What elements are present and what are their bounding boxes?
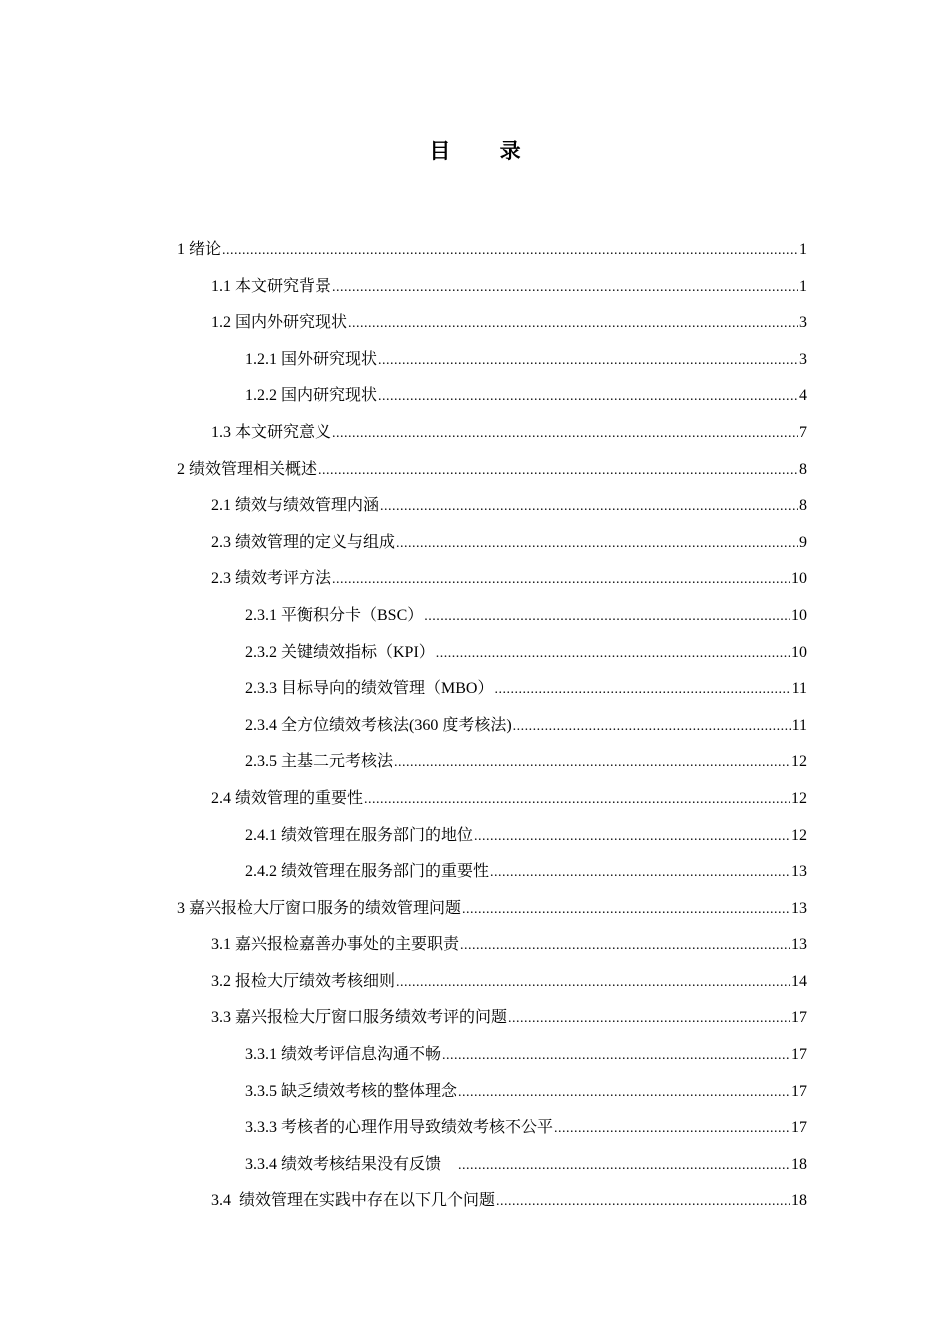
- toc-entry-text: 2.4 绩效管理的重要性: [211, 789, 364, 807]
- toc-entry-text: 2 绩效管理相关概述: [177, 460, 318, 478]
- toc-dot-leader: [460, 936, 790, 956]
- toc-dot-leader: [332, 424, 798, 444]
- toc-dot-leader: [348, 314, 798, 334]
- toc-dot-leader: [496, 1192, 790, 1212]
- toc-page-number: 11: [791, 680, 807, 698]
- toc-entry-text: 1.1 本文研究背景: [211, 277, 332, 295]
- toc-entry[interactable]: [0, 1183, 950, 1220]
- toc-entry-text: 2.3.2 关键绩效指标（KPI）: [245, 643, 435, 661]
- toc-dot-leader: [462, 900, 790, 920]
- toc-page-number: 11: [791, 716, 807, 734]
- toc-page-number: 18: [791, 1192, 807, 1210]
- toc-dot-leader: [508, 1009, 790, 1029]
- toc-page-number: 13: [791, 899, 807, 917]
- toc-entry[interactable]: [0, 488, 950, 525]
- toc-page-number: 12: [791, 789, 807, 807]
- toc-entry-text: 3.2 报检大厅绩效考核细则: [211, 972, 396, 990]
- toc-page-number: 14: [791, 972, 807, 990]
- toc-dot-leader: [364, 790, 790, 810]
- toc-entry-text: 2.3.5 主基二元考核法: [245, 753, 394, 771]
- toc-page-number: 3: [799, 314, 807, 332]
- toc-dot-leader: [458, 1156, 790, 1176]
- toc-entry-text: 1 绪论: [177, 241, 222, 258]
- toc-entry-text: 2.3.3 目标导向的绩效管理（MBO）: [245, 680, 494, 698]
- toc-page-number: 7: [799, 423, 807, 441]
- toc-list: [0, 232, 950, 1220]
- toc-entry[interactable]: [0, 1074, 950, 1111]
- toc-dot-leader: [554, 1119, 790, 1139]
- toc-entry-text: 3.3.5 缺乏绩效考核的整体理念: [245, 1082, 458, 1100]
- toc-dot-leader: [490, 863, 790, 883]
- toc-entry[interactable]: [0, 744, 950, 781]
- toc-page-number: 9: [799, 533, 807, 551]
- toc-dot-leader: [442, 1046, 790, 1066]
- toc-entry-text: 2.4.1 绩效管理在服务部门的地位: [245, 826, 474, 844]
- toc-entry-text: 3.3.3 考核者的心理作用导致绩效考核不公平: [245, 1119, 554, 1137]
- toc-dot-leader: [378, 387, 798, 407]
- toc-entry-text: 3.1 嘉兴报检嘉善办事处的主要职责: [211, 936, 460, 954]
- toc-page-number: 1: [799, 241, 807, 258]
- toc-dot-leader: [318, 461, 798, 481]
- toc-page-number: 13: [791, 936, 807, 954]
- toc-entry[interactable]: [0, 598, 950, 635]
- toc-page-number: 3: [799, 350, 807, 368]
- toc-entry[interactable]: [0, 891, 950, 928]
- toc-entry[interactable]: [0, 1147, 950, 1184]
- toc-page-number: 10: [791, 643, 807, 661]
- toc-page-number: 17: [791, 1119, 807, 1137]
- toc-entry[interactable]: [0, 305, 950, 342]
- toc-page-number: 17: [791, 1082, 807, 1100]
- toc-page-number: 4: [799, 387, 807, 405]
- toc-dot-leader: [396, 534, 798, 554]
- toc-page-number: 17: [791, 1046, 807, 1064]
- toc-dot-leader: [424, 607, 790, 627]
- toc-entry[interactable]: [0, 378, 950, 415]
- toc-entry-text: 3.3.1 绩效考评信息沟通不畅: [245, 1046, 442, 1064]
- toc-page-number: 1: [799, 277, 807, 295]
- toc-dot-leader: [436, 644, 790, 664]
- toc-entry[interactable]: [0, 452, 950, 489]
- toc-entry-text: 3.3 嘉兴报检大厅窗口服务绩效考评的问题: [211, 1009, 508, 1027]
- toc-dot-leader: [380, 497, 798, 517]
- toc-entry[interactable]: [0, 415, 950, 452]
- toc-page-number: 18: [791, 1155, 807, 1173]
- toc-dot-leader: [332, 570, 790, 590]
- toc-entry[interactable]: [0, 671, 950, 708]
- toc-entry[interactable]: [0, 1000, 950, 1037]
- toc-title: 目 录: [429, 139, 543, 163]
- toc-entry[interactable]: [0, 818, 950, 855]
- toc-entry-text: 2.3 绩效考评方法: [211, 570, 332, 588]
- toc-entry-text: 1.2 国内外研究现状: [211, 314, 348, 332]
- toc-page-number: 10: [791, 606, 807, 624]
- toc-entry-text: 2.3.1 平衡积分卡（BSC）: [245, 606, 424, 624]
- toc-entry[interactable]: [0, 1110, 950, 1147]
- toc-dot-leader: [394, 753, 790, 773]
- toc-dot-leader: [396, 973, 790, 993]
- toc-entry[interactable]: [0, 927, 950, 964]
- toc-entry-text: 2.3.4 全方位绩效考核法(360 度考核法): [245, 716, 512, 734]
- toc-entry-text: 1.2.1 国外研究现状: [245, 350, 378, 368]
- toc-page-number: 8: [799, 460, 807, 478]
- toc-page-number: 12: [791, 826, 807, 844]
- toc-page-number: 10: [791, 570, 807, 588]
- toc-page-number: 17: [791, 1009, 807, 1027]
- toc-entry[interactable]: [0, 781, 950, 818]
- toc-entry[interactable]: [0, 854, 950, 891]
- toc-entry[interactable]: [0, 635, 950, 672]
- toc-entry[interactable]: [0, 1037, 950, 1074]
- toc-dot-leader: [332, 278, 798, 298]
- toc-dot-leader: [513, 717, 791, 737]
- toc-page-number: 8: [799, 497, 807, 515]
- toc-entry-text: 3.4 绩效管理在实践中存在以下几个问题: [211, 1192, 496, 1210]
- toc-page-number: 12: [791, 753, 807, 771]
- toc-entry-text: 2.3 绩效管理的定义与组成: [211, 533, 396, 551]
- toc-entry[interactable]: [0, 708, 950, 745]
- toc-entry-text: 2.1 绩效与绩效管理内涵: [211, 497, 380, 515]
- toc-dot-leader: [458, 1083, 790, 1103]
- toc-entry-text: 1.2.2 国内研究现状: [245, 387, 378, 405]
- toc-entry[interactable]: [0, 561, 950, 598]
- toc-dot-leader: [222, 241, 798, 261]
- toc-entry-text: 1.3 本文研究意义: [211, 423, 332, 441]
- toc-entry-text: 3 嘉兴报检大厅窗口服务的绩效管理问题: [177, 899, 462, 917]
- toc-entry[interactable]: [0, 342, 950, 379]
- toc-entry[interactable]: [0, 269, 950, 306]
- toc-page-number: 13: [791, 863, 807, 881]
- toc-entry-text: 2.4.2 绩效管理在服务部门的重要性: [245, 863, 490, 881]
- toc-dot-leader: [378, 351, 798, 371]
- toc-entry[interactable]: [0, 964, 950, 1001]
- toc-entry-text: 3.3.4 绩效考核结果没有反馈: [245, 1155, 458, 1173]
- toc-entry[interactable]: [0, 232, 950, 269]
- toc-entry[interactable]: [0, 525, 950, 562]
- toc-dot-leader: [474, 827, 790, 847]
- toc-dot-leader: [494, 680, 790, 700]
